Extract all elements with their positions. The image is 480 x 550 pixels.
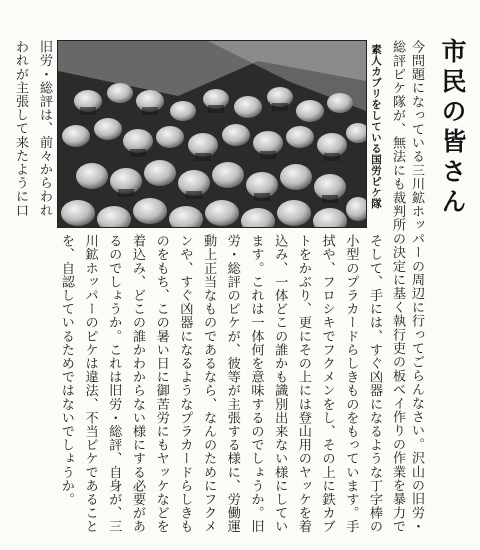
body-text-left-columns: 旧労・総評は、前々からわれわれが主張して来たように口 <box>13 40 52 217</box>
crowd-photo-illustration <box>58 41 366 227</box>
protest-photo <box>57 40 367 228</box>
page-title: 市民の皆さん <box>438 38 467 218</box>
photo-caption: 素人カブリをしている国労ピケ隊 <box>370 44 382 209</box>
body-text-main-columns: そして、手には、すぐ凶器になるような丁字棒の小型のプラカードらしきものをもっています。手拭や、フロシキでフクメンをし、その上に鉄カブトをかぶり、更にその上には登山用のヤッケを着込み、一体どこの誰かも識別出来ない様にしています。これは一体何を意味するのでしょうか。旧労・総評のピケが、彼等が主張する様に、労働運動上正当なものであるなら、なんのためにフクメンや、すぐ凶器になるようなプラカードらしきものをもち、この暑い日に御苦労にもヤッケなどを着込み、どこの誰かわからない様にする必要があるのでしょうか。これは旧労・総評、自身が、三川鉱ホッパーのピケは違法、不当ピケであることを、自認しているためではないでしょうか。 <box>58 234 382 534</box>
body-text-top-columns: 今問題になっている三川鉱ホッパーの周辺に行ってごらんなさい。沢山の旧労・総評ピケ隊が、無法にも裁判所の決定に基く執行吏の板べイ作りの作業を暴力で <box>390 40 424 534</box>
